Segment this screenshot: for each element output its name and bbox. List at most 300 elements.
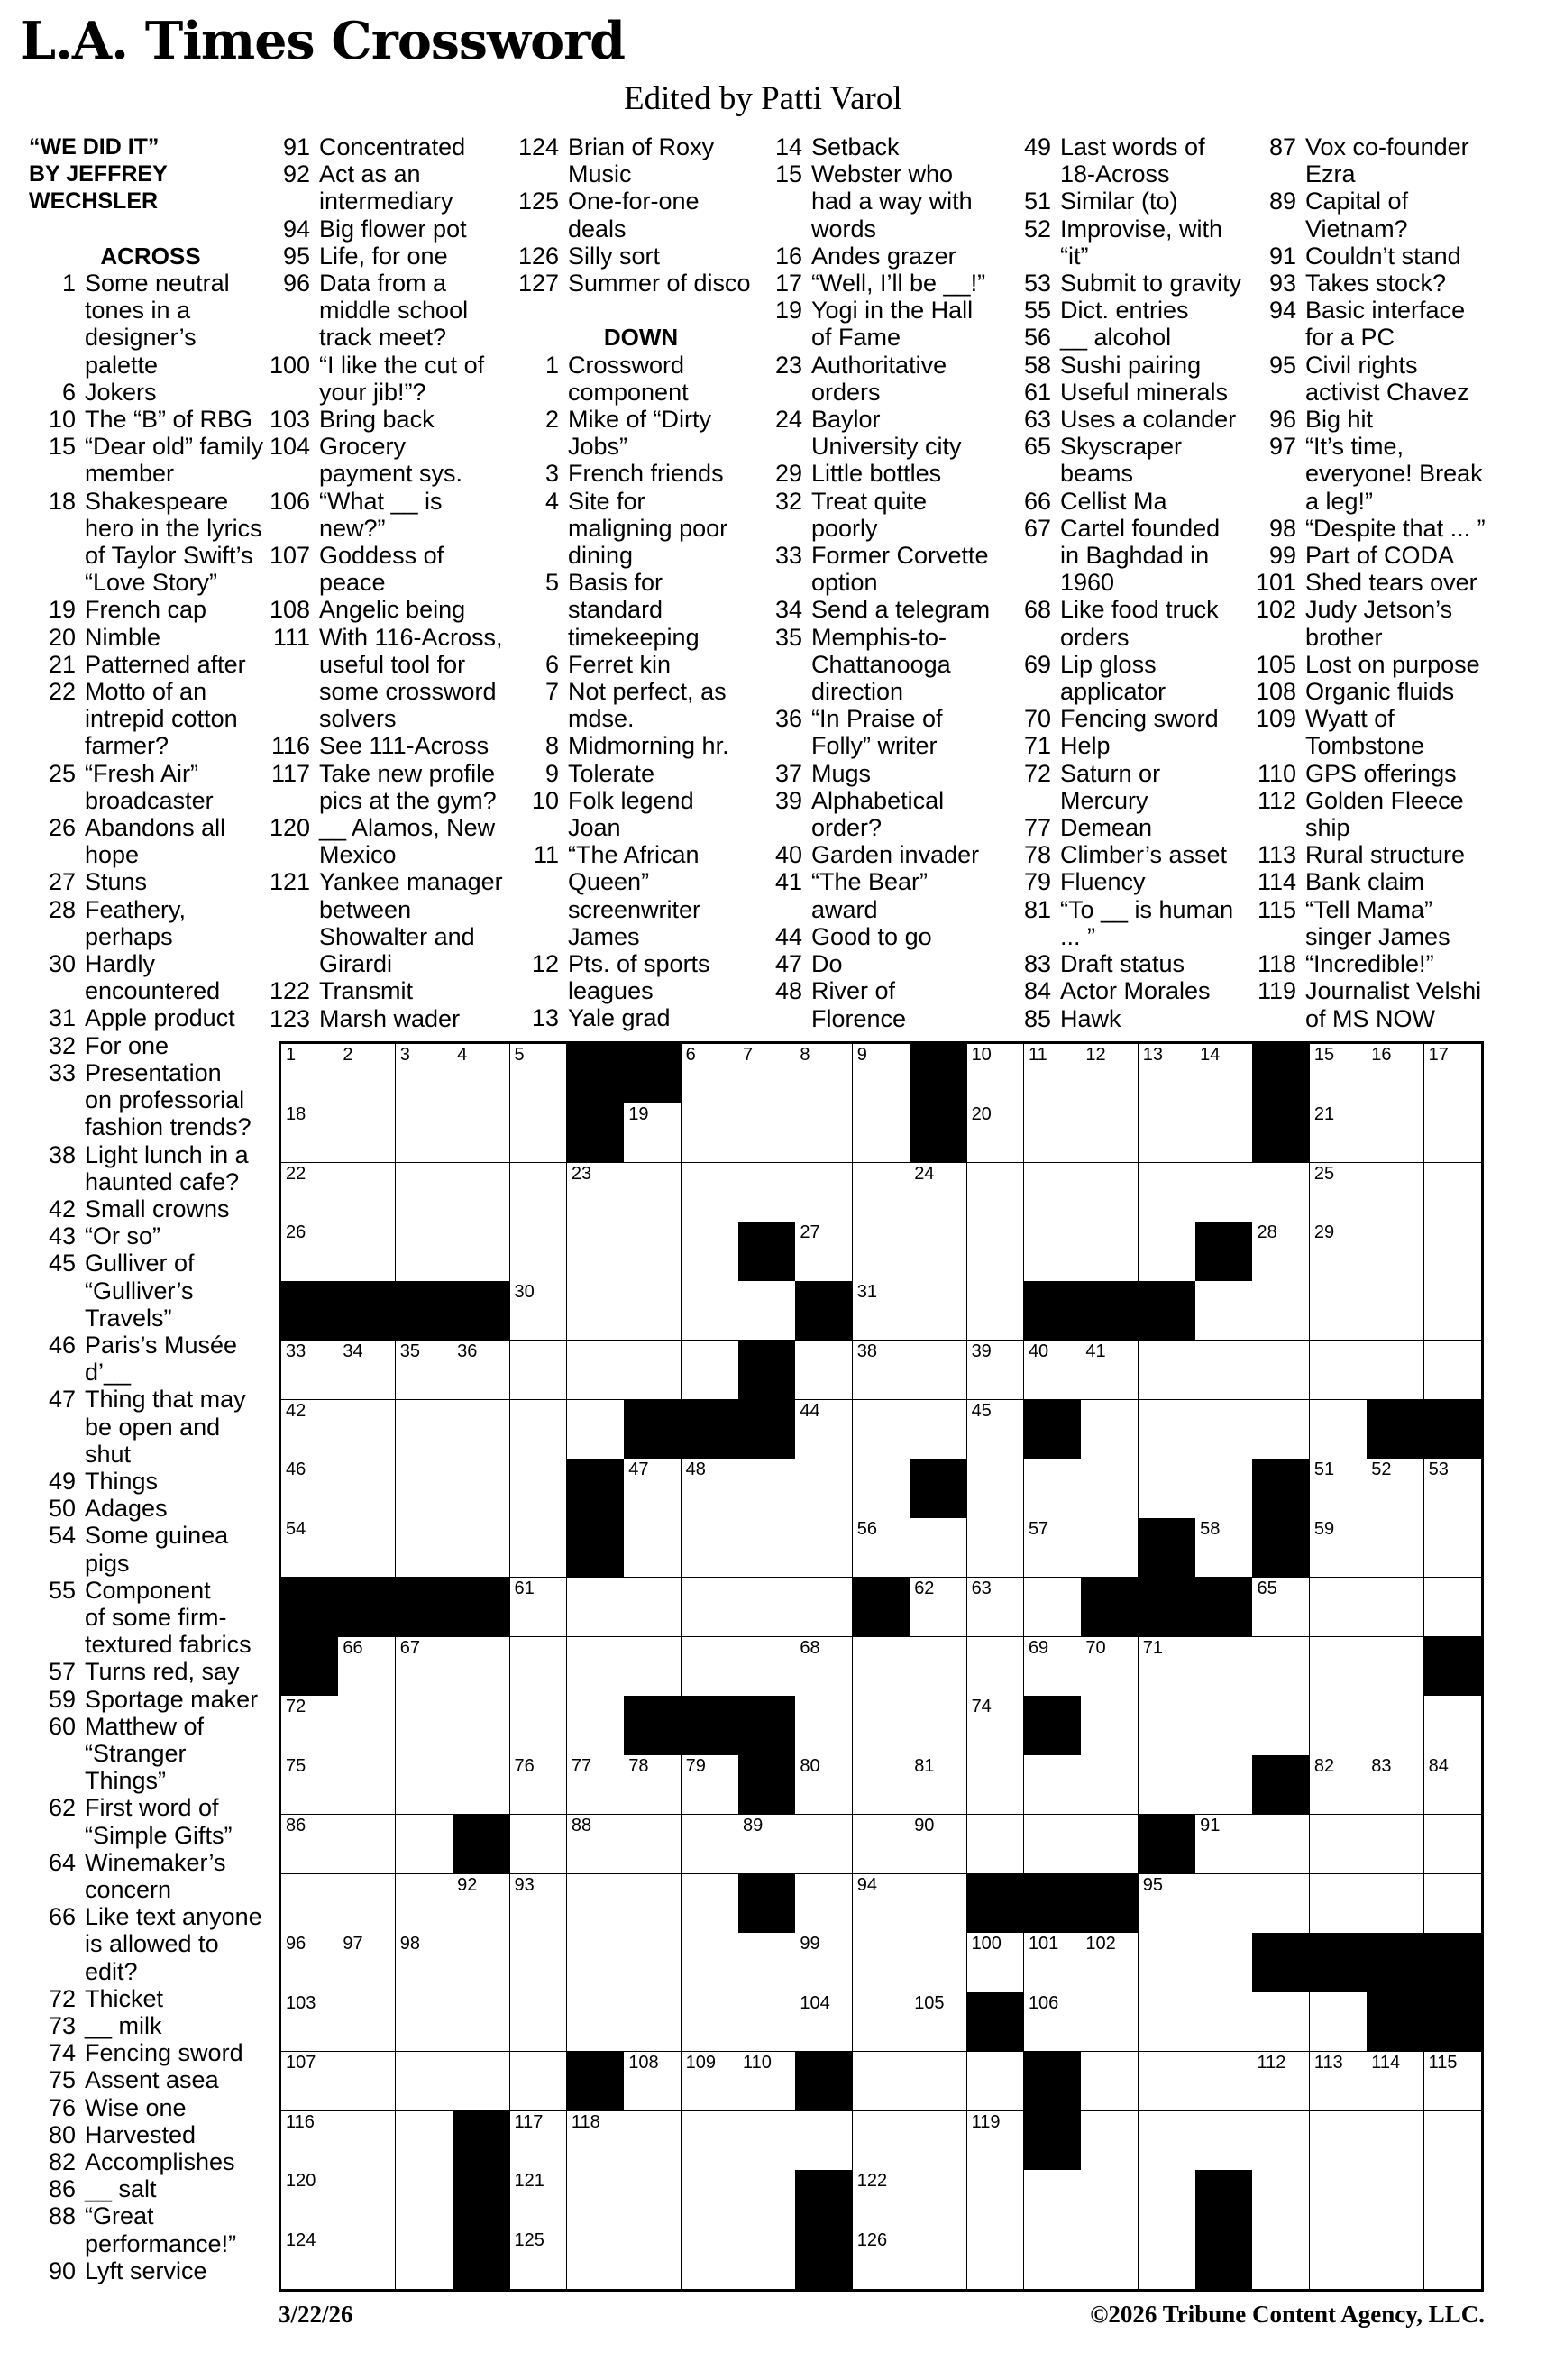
grid-cell[interactable] [338, 1637, 396, 1697]
grid-cell[interactable] [1195, 1103, 1253, 1163]
grid-cell[interactable] [396, 1815, 453, 1874]
grid-cell[interactable] [281, 1696, 339, 1755]
grid-cell[interactable] [910, 2229, 967, 2289]
grid-cell[interactable] [910, 2170, 967, 2229]
grid-cell[interactable] [510, 1341, 568, 1400]
grid-cell[interactable] [967, 2229, 1025, 2289]
grid-cell[interactable] [795, 2111, 853, 2171]
grid-cell[interactable] [1024, 2229, 1082, 2289]
grid-cell[interactable] [1139, 1933, 1196, 1992]
grid-cell[interactable] [567, 1933, 625, 1992]
grid-cell[interactable] [910, 1815, 967, 1874]
grid-cell[interactable] [1195, 1815, 1253, 1874]
grid-cell[interactable] [453, 1696, 510, 1755]
grid-cell[interactable] [1310, 2229, 1368, 2289]
grid-cell[interactable] [281, 1163, 339, 1222]
grid-cell[interactable] [1195, 1933, 1253, 1992]
grid-cell[interactable] [1024, 1755, 1082, 1815]
grid-cell[interactable] [1252, 1222, 1310, 1281]
grid-cell[interactable] [510, 1044, 568, 1103]
grid-cell[interactable] [1024, 1933, 1082, 1992]
grid-cell[interactable] [510, 1459, 568, 1518]
grid-cell[interactable] [1081, 1992, 1139, 2052]
grid-cell[interactable] [967, 1459, 1025, 1518]
grid-cell[interactable] [1252, 1874, 1310, 1934]
grid-cell[interactable] [396, 1341, 453, 1400]
grid-cell[interactable] [1424, 1163, 1482, 1222]
grid-cell[interactable] [1081, 1103, 1139, 1163]
grid-cell[interactable] [1139, 1459, 1196, 1518]
grid-cell[interactable] [338, 1696, 396, 1755]
grid-cell[interactable] [1139, 1755, 1196, 1815]
grid-cell[interactable] [281, 2229, 339, 2289]
grid-cell[interactable] [396, 2229, 453, 2289]
grid-cell[interactable] [567, 2170, 625, 2229]
grid-cell[interactable] [1139, 2111, 1196, 2171]
grid-cell[interactable] [967, 1163, 1025, 1222]
grid-cell[interactable] [795, 1933, 853, 1992]
grid-cell[interactable] [1367, 1578, 1424, 1637]
grid-cell[interactable] [1139, 2170, 1196, 2229]
grid-cell[interactable] [1367, 1341, 1424, 1400]
grid-cell[interactable] [1195, 1459, 1253, 1518]
grid-cell[interactable] [1424, 2170, 1482, 2229]
grid-cell[interactable] [967, 2052, 1025, 2111]
grid-cell[interactable] [1195, 1341, 1253, 1400]
grid-cell[interactable] [1252, 1400, 1310, 1460]
grid-cell[interactable] [967, 1281, 1025, 1341]
grid-cell[interactable] [1024, 1341, 1082, 1400]
grid-cell[interactable] [853, 1696, 910, 1755]
grid-cell[interactable] [281, 1044, 339, 1103]
grid-cell[interactable] [1252, 1341, 1310, 1400]
grid-cell[interactable] [910, 1696, 967, 1755]
grid-cell[interactable] [396, 2052, 453, 2111]
grid-cell[interactable] [1139, 1103, 1196, 1163]
grid-cell[interactable] [910, 1755, 967, 1815]
grid-cell[interactable] [1139, 1637, 1196, 1697]
grid-cell[interactable] [396, 1755, 453, 1815]
grid-cell[interactable] [338, 2229, 396, 2289]
grid-cell[interactable] [510, 1992, 568, 2052]
grid-cell[interactable] [453, 1755, 510, 1815]
grid-cell[interactable] [1139, 2229, 1196, 2289]
grid-cell[interactable] [738, 1103, 796, 1163]
grid-cell[interactable] [396, 1933, 453, 1992]
grid-cell[interactable] [281, 2111, 339, 2171]
grid-cell[interactable] [1310, 1459, 1368, 1518]
grid-cell[interactable] [1367, 1815, 1424, 1874]
grid-cell[interactable] [567, 1163, 625, 1222]
grid-cell[interactable] [453, 1518, 510, 1578]
grid-cell[interactable] [1310, 1044, 1368, 1103]
grid-cell[interactable] [1310, 2170, 1368, 2229]
grid-cell[interactable] [510, 1103, 568, 1163]
grid-cell[interactable] [396, 1992, 453, 2052]
grid-cell[interactable] [1310, 1341, 1368, 1400]
grid-cell[interactable] [510, 2111, 568, 2171]
grid-cell[interactable] [396, 1222, 453, 1281]
grid-cell[interactable] [453, 1103, 510, 1163]
grid-cell[interactable] [624, 1637, 682, 1697]
grid-cell[interactable] [682, 1933, 739, 1992]
grid-cell[interactable] [1081, 2111, 1139, 2171]
grid-cell[interactable] [1424, 2111, 1482, 2171]
grid-cell[interactable] [795, 1163, 853, 1222]
grid-cell[interactable] [567, 1874, 625, 1934]
grid-cell[interactable] [396, 1518, 453, 1578]
grid-cell[interactable] [738, 2052, 796, 2111]
grid-cell[interactable] [624, 1341, 682, 1400]
grid-cell[interactable] [453, 1992, 510, 2052]
grid-cell[interactable] [510, 2170, 568, 2229]
grid-cell[interactable] [1081, 1637, 1139, 1697]
grid-cell[interactable] [682, 1103, 739, 1163]
grid-cell[interactable] [682, 1222, 739, 1281]
grid-cell[interactable] [1310, 1222, 1368, 1281]
grid-cell[interactable] [853, 2229, 910, 2289]
grid-cell[interactable] [396, 1696, 453, 1755]
grid-cell[interactable] [1081, 2229, 1139, 2289]
grid-cell[interactable] [281, 1222, 339, 1281]
grid-cell[interactable] [1252, 1637, 1310, 1697]
grid-cell[interactable] [1081, 1163, 1139, 1222]
grid-cell[interactable] [682, 1459, 739, 1518]
grid-cell[interactable] [567, 2229, 625, 2289]
grid-cell[interactable] [682, 1163, 739, 1222]
grid-cell[interactable] [338, 1341, 396, 1400]
grid-cell[interactable] [1310, 1755, 1368, 1815]
grid-cell[interactable] [1367, 2052, 1424, 2111]
grid-cell[interactable] [338, 1400, 396, 1460]
grid-cell[interactable] [567, 1815, 625, 1874]
grid-cell[interactable] [453, 1637, 510, 1697]
grid-cell[interactable] [682, 1518, 739, 1578]
grid-cell[interactable] [910, 1992, 967, 2052]
grid-cell[interactable] [1310, 1518, 1368, 1578]
grid-cell[interactable] [1195, 1992, 1253, 2052]
grid-cell[interactable] [1081, 1400, 1139, 1460]
grid-cell[interactable] [338, 1103, 396, 1163]
grid-cell[interactable] [1024, 1459, 1082, 1518]
grid-cell[interactable] [967, 1637, 1025, 1697]
grid-cell[interactable] [910, 2111, 967, 2171]
grid-cell[interactable] [1252, 2052, 1310, 2111]
grid-cell[interactable] [338, 1815, 396, 1874]
grid-cell[interactable] [510, 2052, 568, 2111]
grid-cell[interactable] [910, 1637, 967, 1697]
grid-cell[interactable] [1081, 1341, 1139, 1400]
grid-cell[interactable] [795, 1755, 853, 1815]
grid-cell[interactable] [1424, 2052, 1482, 2111]
grid-cell[interactable] [1424, 1281, 1482, 1341]
grid-cell[interactable] [1367, 1044, 1424, 1103]
grid-cell[interactable] [853, 1815, 910, 1874]
grid-cell[interactable] [1424, 1578, 1482, 1637]
grid-cell[interactable] [738, 2229, 796, 2289]
grid-cell[interactable] [624, 2229, 682, 2289]
grid-cell[interactable] [1252, 1281, 1310, 1341]
grid-cell[interactable] [281, 2052, 339, 2111]
grid-cell[interactable] [624, 1933, 682, 1992]
grid-cell[interactable] [1252, 1163, 1310, 1222]
grid-cell[interactable] [396, 2170, 453, 2229]
grid-cell[interactable] [795, 1518, 853, 1578]
grid-cell[interactable] [853, 2111, 910, 2171]
grid-cell[interactable] [1081, 2052, 1139, 2111]
grid-cell[interactable] [510, 1696, 568, 1755]
grid-cell[interactable] [1367, 1281, 1424, 1341]
grid-cell[interactable] [338, 1933, 396, 1992]
grid-cell[interactable] [1195, 1163, 1253, 1222]
grid-cell[interactable] [510, 1222, 568, 1281]
grid-cell[interactable] [795, 1400, 853, 1460]
grid-cell[interactable] [1252, 2229, 1310, 2289]
grid-cell[interactable] [1310, 1992, 1368, 2052]
grid-cell[interactable] [738, 2111, 796, 2171]
grid-cell[interactable] [967, 2111, 1025, 2171]
grid-cell[interactable] [1424, 1874, 1482, 1934]
grid-cell[interactable] [1310, 1696, 1368, 1755]
grid-cell[interactable] [453, 1163, 510, 1222]
grid-cell[interactable] [853, 1755, 910, 1815]
grid-cell[interactable] [567, 1992, 625, 2052]
grid-cell[interactable] [738, 2170, 796, 2229]
grid-cell[interactable] [910, 1163, 967, 1222]
grid-cell[interactable] [738, 1459, 796, 1518]
grid-cell[interactable] [338, 1518, 396, 1578]
grid-cell[interactable] [510, 1933, 568, 1992]
grid-cell[interactable] [1139, 1992, 1196, 2052]
grid-cell[interactable] [1139, 1400, 1196, 1460]
grid-cell[interactable] [853, 1341, 910, 1400]
grid-cell[interactable] [1139, 2052, 1196, 2111]
grid-cell[interactable] [910, 1518, 967, 1578]
grid-cell[interactable] [1424, 1696, 1482, 1755]
grid-cell[interactable] [567, 1696, 625, 1755]
grid-cell[interactable] [624, 2170, 682, 2229]
grid-cell[interactable] [1424, 1459, 1482, 1518]
grid-cell[interactable] [1310, 1578, 1368, 1637]
grid-cell[interactable] [281, 1933, 339, 1992]
grid-cell[interactable] [682, 1637, 739, 1697]
grid-cell[interactable] [396, 1400, 453, 1460]
grid-cell[interactable] [853, 1518, 910, 1578]
grid-cell[interactable] [967, 1933, 1025, 1992]
grid-cell[interactable] [510, 1874, 568, 1934]
grid-cell[interactable] [910, 1933, 967, 1992]
grid-cell[interactable] [967, 1578, 1025, 1637]
grid-cell[interactable] [1081, 1222, 1139, 1281]
grid-cell[interactable] [795, 1637, 853, 1697]
grid-cell[interactable] [1139, 1341, 1196, 1400]
grid-cell[interactable] [338, 2111, 396, 2171]
grid-cell[interactable] [567, 1400, 625, 1460]
grid-cell[interactable] [795, 1341, 853, 1400]
grid-cell[interactable] [1195, 1518, 1253, 1578]
grid-cell[interactable] [1367, 1222, 1424, 1281]
grid-cell[interactable] [1252, 1992, 1310, 2052]
grid-cell[interactable] [1367, 1755, 1424, 1815]
grid-cell[interactable] [967, 1341, 1025, 1400]
grid-cell[interactable] [1139, 1874, 1196, 1934]
grid-cell[interactable] [1424, 1103, 1482, 1163]
grid-cell[interactable] [682, 1341, 739, 1400]
grid-cell[interactable] [1252, 2170, 1310, 2229]
grid-cell[interactable] [1024, 1518, 1082, 1578]
grid-cell[interactable] [1081, 1933, 1139, 1992]
grid-cell[interactable] [396, 2111, 453, 2171]
grid-cell[interactable] [567, 1578, 625, 1637]
grid-cell[interactable] [624, 1103, 682, 1163]
grid-cell[interactable] [453, 1933, 510, 1992]
grid-cell[interactable] [682, 1578, 739, 1637]
grid-cell[interactable] [624, 2111, 682, 2171]
grid-cell[interactable] [853, 1992, 910, 2052]
grid-cell[interactable] [567, 1755, 625, 1815]
grid-cell[interactable] [1424, 2229, 1482, 2289]
grid-cell[interactable] [281, 1103, 339, 1163]
grid-cell[interactable] [338, 1459, 396, 1518]
grid-cell[interactable] [967, 1400, 1025, 1460]
grid-cell[interactable] [682, 1815, 739, 1874]
grid-cell[interactable] [1424, 1518, 1482, 1578]
grid-cell[interactable] [967, 2170, 1025, 2229]
grid-cell[interactable] [738, 1163, 796, 1222]
grid-cell[interactable] [853, 1933, 910, 1992]
grid-cell[interactable] [1367, 1874, 1424, 1934]
grid-cell[interactable] [510, 1637, 568, 1697]
grid-cell[interactable] [1139, 1163, 1196, 1222]
grid-cell[interactable] [396, 1874, 453, 1934]
grid-cell[interactable] [682, 1874, 739, 1934]
grid-cell[interactable] [738, 1933, 796, 1992]
grid-cell[interactable] [338, 1044, 396, 1103]
grid-cell[interactable] [338, 1222, 396, 1281]
grid-cell[interactable] [795, 1992, 853, 2052]
grid-cell[interactable] [510, 1815, 568, 1874]
grid-cell[interactable] [1024, 1044, 1082, 1103]
grid-cell[interactable] [1081, 1459, 1139, 1518]
grid-cell[interactable] [624, 1755, 682, 1815]
grid-cell[interactable] [853, 1163, 910, 1222]
grid-cell[interactable] [853, 1103, 910, 1163]
grid-cell[interactable] [853, 1044, 910, 1103]
grid-cell[interactable] [510, 1578, 568, 1637]
grid-cell[interactable] [1139, 1222, 1196, 1281]
grid-cell[interactable] [624, 1992, 682, 2052]
grid-cell[interactable] [1252, 1696, 1310, 1755]
grid-cell[interactable] [795, 1874, 853, 1934]
grid-cell[interactable] [682, 1992, 739, 2052]
grid-cell[interactable] [1139, 1696, 1196, 1755]
grid-cell[interactable] [396, 1459, 453, 1518]
grid-cell[interactable] [1195, 1696, 1253, 1755]
grid-cell[interactable] [338, 1755, 396, 1815]
grid-cell[interactable] [967, 1518, 1025, 1578]
grid-cell[interactable] [1367, 1696, 1424, 1755]
grid-cell[interactable] [338, 2052, 396, 2111]
grid-cell[interactable] [281, 1518, 339, 1578]
grid-cell[interactable] [1310, 2052, 1368, 2111]
grid-cell[interactable] [1024, 1815, 1082, 1874]
grid-cell[interactable] [853, 1222, 910, 1281]
grid-cell[interactable] [682, 2052, 739, 2111]
grid-cell[interactable] [853, 2052, 910, 2111]
grid-cell[interactable] [396, 1163, 453, 1222]
grid-cell[interactable] [281, 1755, 339, 1815]
grid-cell[interactable] [1195, 1281, 1253, 1341]
grid-cell[interactable] [738, 1815, 796, 1874]
grid-cell[interactable] [1310, 1400, 1368, 1460]
grid-cell[interactable] [1252, 1815, 1310, 1874]
grid-cell[interactable] [1252, 1578, 1310, 1637]
grid-cell[interactable] [567, 1637, 625, 1697]
grid-cell[interactable] [624, 1222, 682, 1281]
grid-cell[interactable] [1081, 1755, 1139, 1815]
grid-cell[interactable] [1310, 1281, 1368, 1341]
grid-cell[interactable] [624, 1874, 682, 1934]
grid-cell[interactable] [738, 1518, 796, 1578]
grid-cell[interactable] [567, 1281, 625, 1341]
grid-cell[interactable] [1310, 1637, 1368, 1697]
grid-cell[interactable] [624, 1163, 682, 1222]
grid-cell[interactable] [967, 1044, 1025, 1103]
grid-cell[interactable] [682, 1755, 739, 1815]
grid-cell[interactable] [624, 2052, 682, 2111]
grid-cell[interactable] [396, 1637, 453, 1697]
grid-cell[interactable] [1024, 1637, 1082, 1697]
grid-cell[interactable] [910, 1400, 967, 1460]
grid-cell[interactable] [1195, 1400, 1253, 1460]
grid-cell[interactable] [281, 2170, 339, 2229]
grid-cell[interactable] [510, 2229, 568, 2289]
grid-cell[interactable] [510, 1163, 568, 1222]
grid-cell[interactable] [281, 1992, 339, 2052]
grid-cell[interactable] [967, 1222, 1025, 1281]
grid-cell[interactable] [1424, 1815, 1482, 1874]
grid-cell[interactable] [967, 1103, 1025, 1163]
grid-cell[interactable] [967, 1755, 1025, 1815]
grid-cell[interactable] [338, 1874, 396, 1934]
grid-cell[interactable] [338, 1163, 396, 1222]
grid-cell[interactable] [910, 2052, 967, 2111]
grid-cell[interactable] [281, 1459, 339, 1518]
grid-cell[interactable] [281, 1400, 339, 1460]
grid-cell[interactable] [1024, 1578, 1082, 1637]
grid-cell[interactable] [1024, 1992, 1082, 2052]
grid-cell[interactable] [567, 2111, 625, 2171]
grid-cell[interactable] [453, 1341, 510, 1400]
grid-cell[interactable] [453, 1044, 510, 1103]
grid-cell[interactable] [910, 1222, 967, 1281]
grid-cell[interactable] [795, 1459, 853, 1518]
grid-cell[interactable] [281, 1874, 339, 1934]
grid-cell[interactable] [853, 1281, 910, 1341]
grid-cell[interactable] [1367, 1518, 1424, 1578]
grid-cell[interactable] [1081, 1044, 1139, 1103]
grid-cell[interactable] [853, 1400, 910, 1460]
grid-cell[interactable] [853, 2170, 910, 2229]
grid-cell[interactable] [281, 1815, 339, 1874]
grid-cell[interactable] [1367, 2170, 1424, 2229]
grid-cell[interactable] [1367, 2111, 1424, 2171]
grid-cell[interactable] [1195, 2111, 1253, 2171]
grid-cell[interactable] [738, 1637, 796, 1697]
grid-cell[interactable] [338, 2170, 396, 2229]
grid-cell[interactable] [510, 1281, 568, 1341]
grid-cell[interactable] [1195, 2052, 1253, 2111]
